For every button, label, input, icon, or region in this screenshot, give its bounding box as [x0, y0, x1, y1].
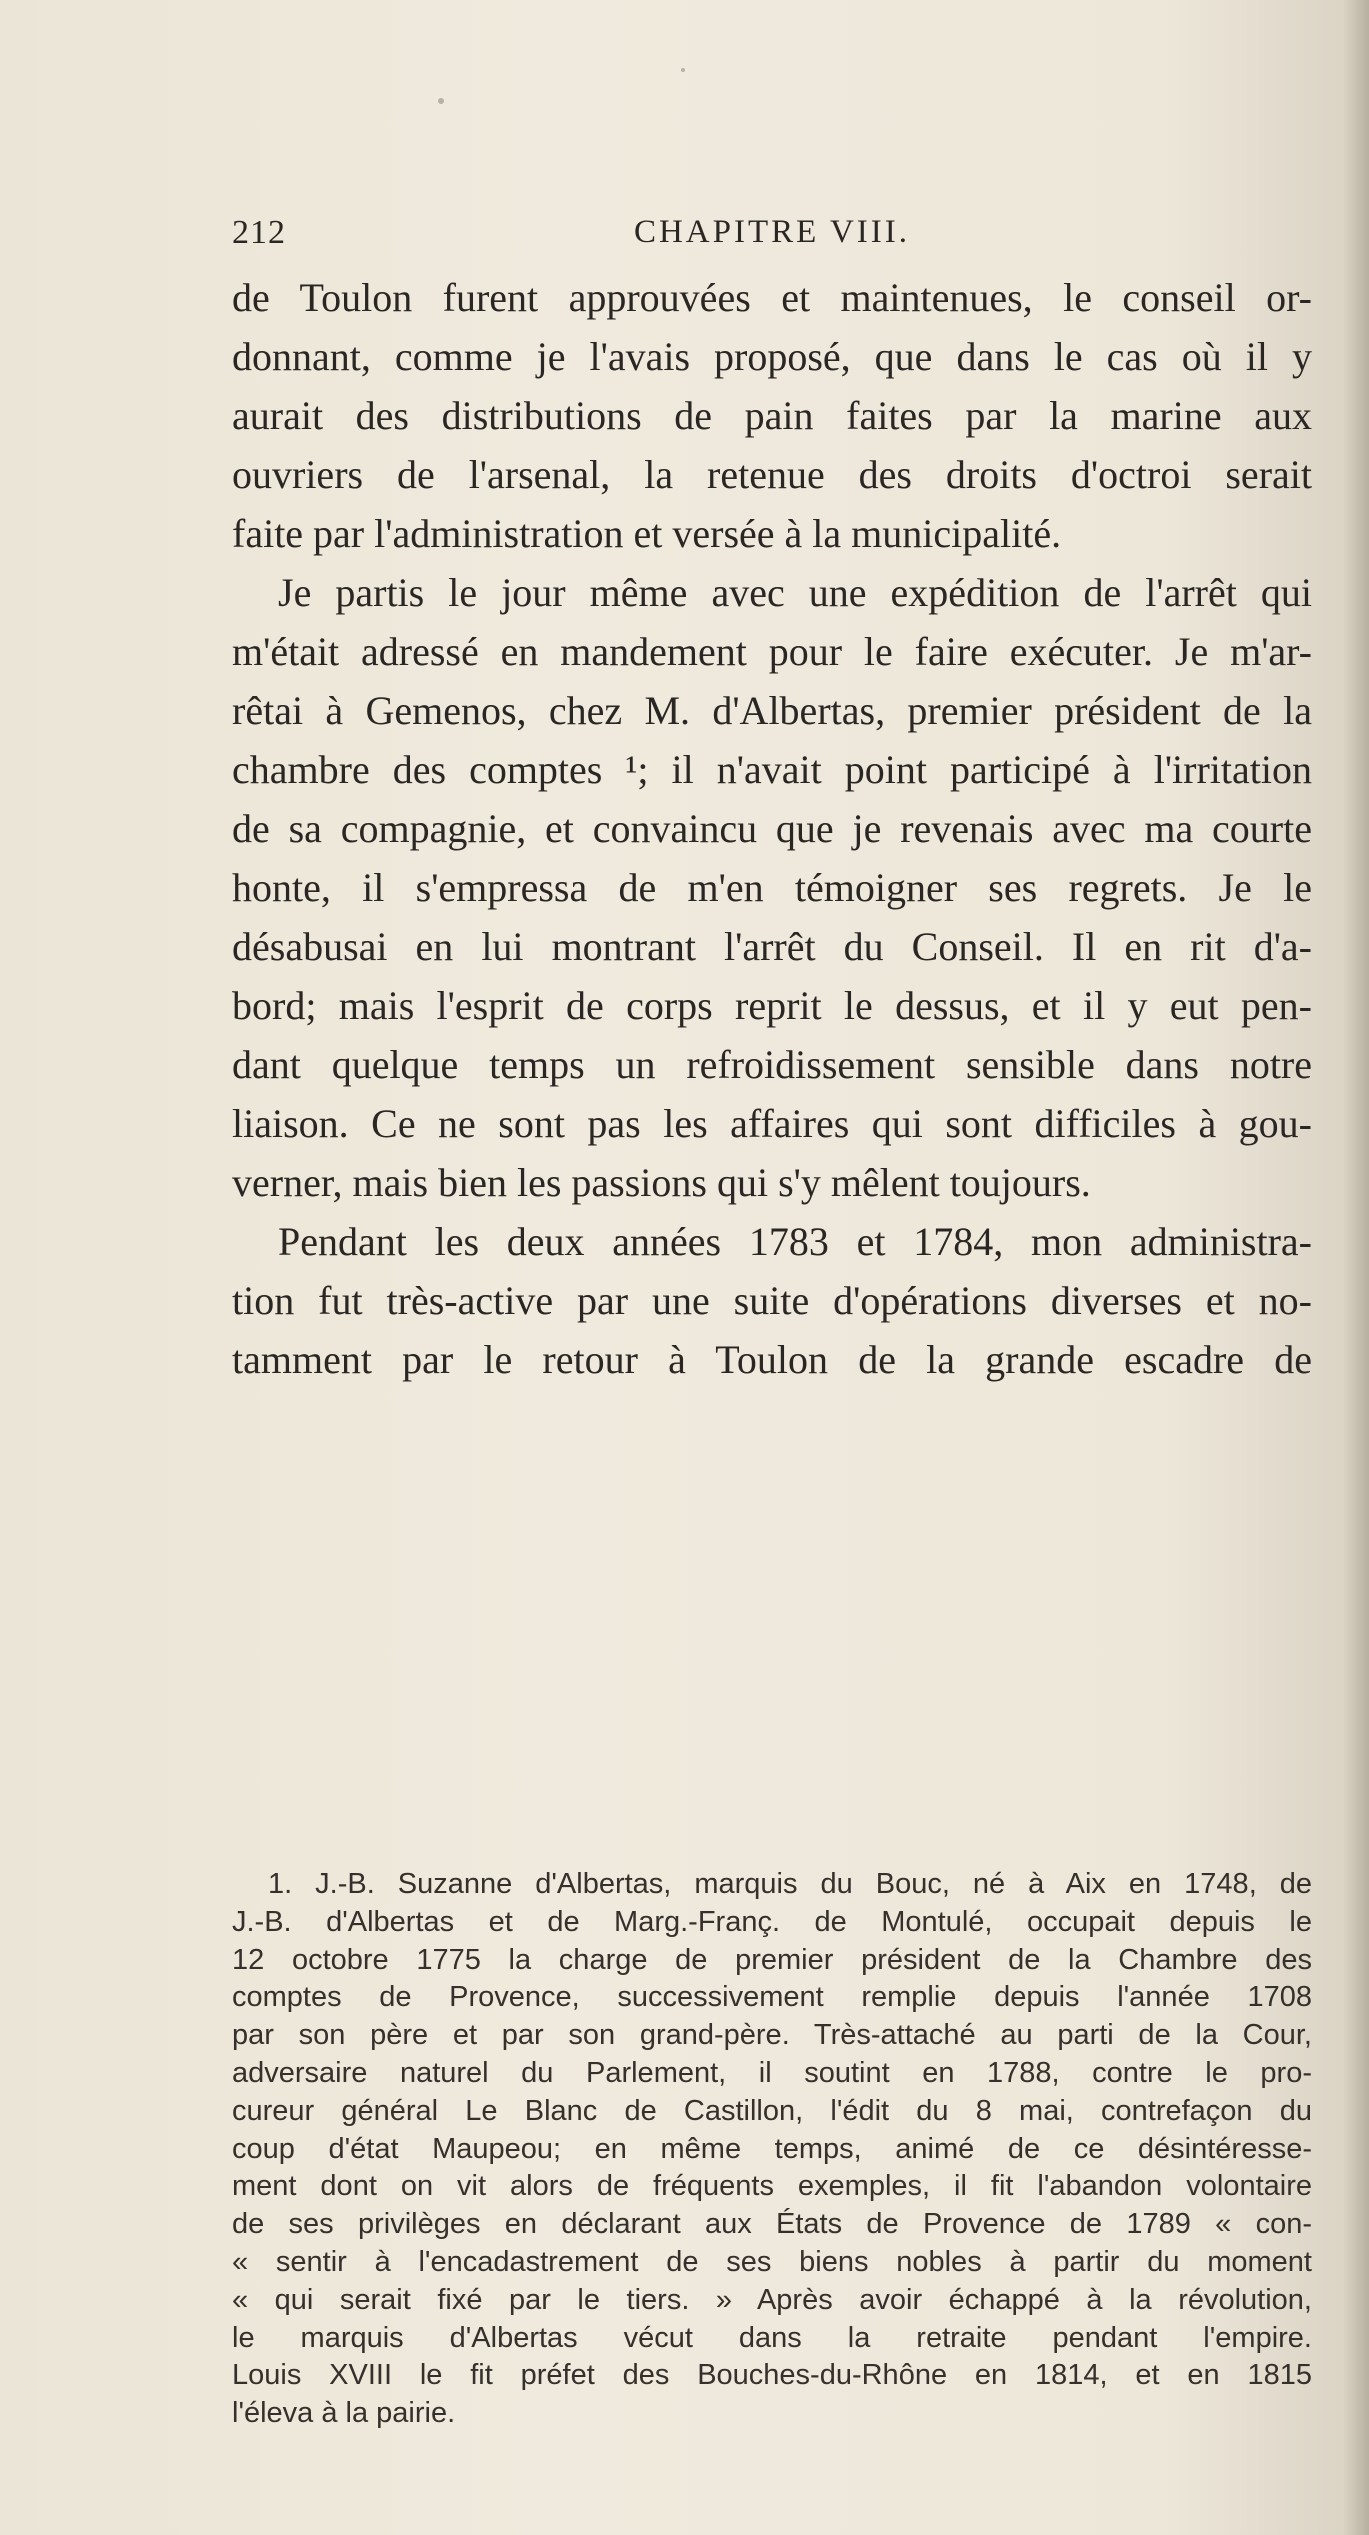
page-edge-shadow: [1343, 0, 1369, 2535]
body-line: de Toulon furent approuvées et maintenues, le conseil or-: [232, 275, 1312, 320]
body-line: honte, il s'empressa de m'en témoigner ses regrets. Je le: [232, 865, 1312, 910]
footnote-line: par son père et par son grand-père. Très-attaché au parti de la Cour,: [232, 2019, 1312, 2052]
body-line: chambre des comptes ¹; il n'avait point participé à l'irritation: [232, 747, 1312, 792]
footnote-line: de ses privilèges en déclarant aux États de Provence de 1789 « con-: [232, 2208, 1312, 2241]
footnote-line: adversaire naturel du Parlement, il soutint en 1788, contre le pro-: [232, 2056, 1312, 2089]
paper-speck: [438, 98, 444, 104]
body-line: bord; mais l'esprit de corps reprit le dessus, et il y eut pen-: [232, 983, 1312, 1028]
footnote-line: ment dont on vit alors de fréquents exemples, il fit l'abandon volontaire: [232, 2170, 1312, 2203]
footnote-line: « qui serait fixé par le tiers. » Après avoir échappé à la révolution,: [232, 2283, 1312, 2316]
body-line: aurait des distributions de pain faites par la marine aux: [232, 393, 1312, 438]
body-line: faite par l'administration et versée à la municipalité.: [232, 511, 1062, 556]
body-line: donnant, comme je l'avais proposé, que dans le cas où il y: [232, 334, 1312, 379]
footnote-line: l'éleva à la pairie.: [232, 2397, 456, 2430]
paper-speck: [681, 68, 685, 72]
body-line: dant quelque temps un refroidissement sensible dans notre: [232, 1042, 1312, 1087]
body-line: désabusai en lui montrant l'arrêt du Conseil. Il en rit d'a-: [232, 924, 1312, 969]
body-line: de sa compagnie, et convaincu que je revenais avec ma courte: [232, 806, 1312, 851]
body-line: Pendant les deux années 1783 et 1784, mon administra-: [278, 1219, 1312, 1264]
footnote-line: J.-B. d'Albertas et de Marg.-Franç. de Montulé, occupait depuis le: [232, 1905, 1312, 1938]
body-line: rêtai à Gemenos, chez M. d'Albertas, premier président de la: [232, 688, 1312, 733]
footnote-line: coup d'état Maupeou; en même temps, animé de ce désintéresse-: [232, 2132, 1312, 2165]
body-text: [232, 268, 1312, 1389]
footnote: [232, 1866, 1312, 2433]
body-line: ouvriers de l'arsenal, la retenue des droits d'octroi serait: [232, 452, 1312, 497]
footnote-line: cureur général Le Blanc de Castillon, l'édit du 8 mai, contrefaçon du: [232, 2094, 1312, 2127]
body-line: liaison. Ce ne sont pas les affaires qui sont difficiles à gou-: [232, 1101, 1312, 1146]
body-line: verner, mais bien les passions qui s'y mêlent toujours.: [232, 1160, 1091, 1205]
body-line: m'était adressé en mandement pour le faire exécuter. Je m'ar-: [232, 629, 1312, 674]
footnote-line: 1. J.-B. Suzanne d'Albertas, marquis du Bouc, né à Aix en 1748, de: [268, 1868, 1312, 1900]
chapter-title: CHAPITRE VIII.: [633, 214, 911, 250]
body-line: tion fut très-active par une suite d'opérations diverses et no-: [232, 1278, 1312, 1323]
footnote-line: 12 octobre 1775 la charge de premier président de la Chambre des: [232, 1943, 1312, 1976]
running-head: [232, 214, 1312, 264]
footnote-line: le marquis d'Albertas vécut dans la retraite pendant l'empire.: [232, 2321, 1312, 2354]
footnote-line: comptes de Provence, successivement remplie depuis l'année 1708: [232, 1981, 1312, 2014]
footnote-line: « sentir à l'encadastrement de ses biens nobles à partir du moment: [232, 2245, 1312, 2278]
body-line: tamment par le retour à Toulon de la grande escadre de: [232, 1337, 1312, 1382]
body-line: Je partis le jour même avec une expédition de l'arrêt qui: [278, 570, 1312, 615]
page-number: 212: [232, 214, 286, 251]
footnote-line: Louis XVIII le fit préfet des Bouches-du-Rhône en 1814, et en 1815: [232, 2359, 1312, 2392]
